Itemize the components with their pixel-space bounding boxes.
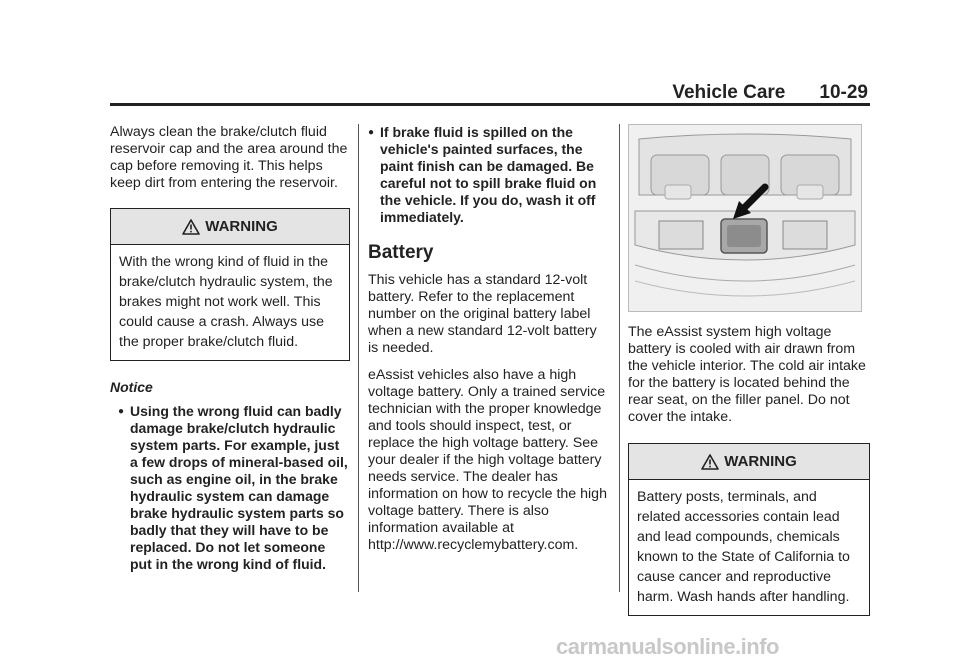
figure-drawing: [629, 125, 861, 311]
section-heading-battery: Battery: [368, 242, 434, 263]
list-item: [368, 124, 608, 226]
battery-paragraph-2: eAssist vehicles also have a high voltage battery. Only a trained service technician with the proper knowledge and tools should inspect, test, or replace the high voltage battery. See your dealer if the high voltage battery needs service. The dealer has information on how to recycle the high voltage battery. There is also information available at http://www.recyclemybattery.com.: [368, 367, 607, 553]
battery-paragraph-1: This vehicle has a standard 12-volt battery. Refer to the replacement number on the original battery label when a new standard 12-volt battery is needed.: [368, 272, 597, 356]
notice-label: Notice: [110, 379, 153, 395]
watermark: carmanualsonline.info: [556, 634, 779, 659]
column-1: [110, 124, 350, 573]
bullet-dot-icon: ●: [368, 127, 375, 138]
warning-triangle-icon: [701, 454, 719, 470]
rear-seat-air-intake-illustration: [628, 124, 862, 312]
section-title: Vehicle Care: [672, 82, 786, 103]
page-header: [110, 82, 868, 104]
warning-title: WARNING: [724, 453, 797, 470]
warning-title: WARNING: [205, 218, 278, 235]
warning-text: With the wrong kind of fluid in the brake/clutch hydraulic system, the brakes might not work well. This could cause a crash. Always use the proper brake/clutch fluid.: [119, 254, 333, 350]
warning-header: [111, 209, 349, 245]
column-3: [628, 124, 870, 616]
intro-paragraph: Always clean the brake/clutch fluid reservoir cap and the area around the cap before removing it. This helps keep dirt from entering the reservoir.: [110, 124, 348, 191]
bullet-dot-icon: ●: [118, 406, 125, 417]
warning-triangle-icon: [182, 219, 200, 235]
figure-caption: The eAssist system high voltage battery is cooled with air drawn from the vehicle interior. The cold air intake for the battery is located behind the rear seat, on the filler panel. Do not cover the intake.: [628, 324, 866, 425]
warning-header: [629, 444, 869, 480]
page-number: 10-29: [819, 82, 868, 103]
warning-text: Battery posts, terminals, and related accessories contain lead and lead compounds, chemicals known to the State of California to cause cancer and reproductive harm. Wash hands after handling.: [637, 489, 850, 605]
column-2: [368, 124, 608, 554]
list-item: [118, 403, 350, 573]
header-rule: [110, 103, 870, 106]
warning-box-battery: [628, 443, 870, 616]
column-divider-2: [619, 124, 620, 592]
bullet-text: Using the wrong fluid can badly damage brake/clutch hydraulic system parts. For example, just a few drops of mineral-based oil, such as engine oil, in the brake hydraulic system can damage brake hydraulic system parts so badly that they will have to be replaced. Do not let someone put in the wrong kind of fluid.: [130, 403, 348, 572]
bullet-text: If brake fluid is spilled on the vehicle's painted surfaces, the paint finish can be damaged. Be careful not to spill brake fluid on the vehicle. If you do, wash it off immediately.: [380, 124, 597, 225]
column-divider-1: [358, 124, 359, 592]
warning-box-fluid: [110, 208, 350, 361]
